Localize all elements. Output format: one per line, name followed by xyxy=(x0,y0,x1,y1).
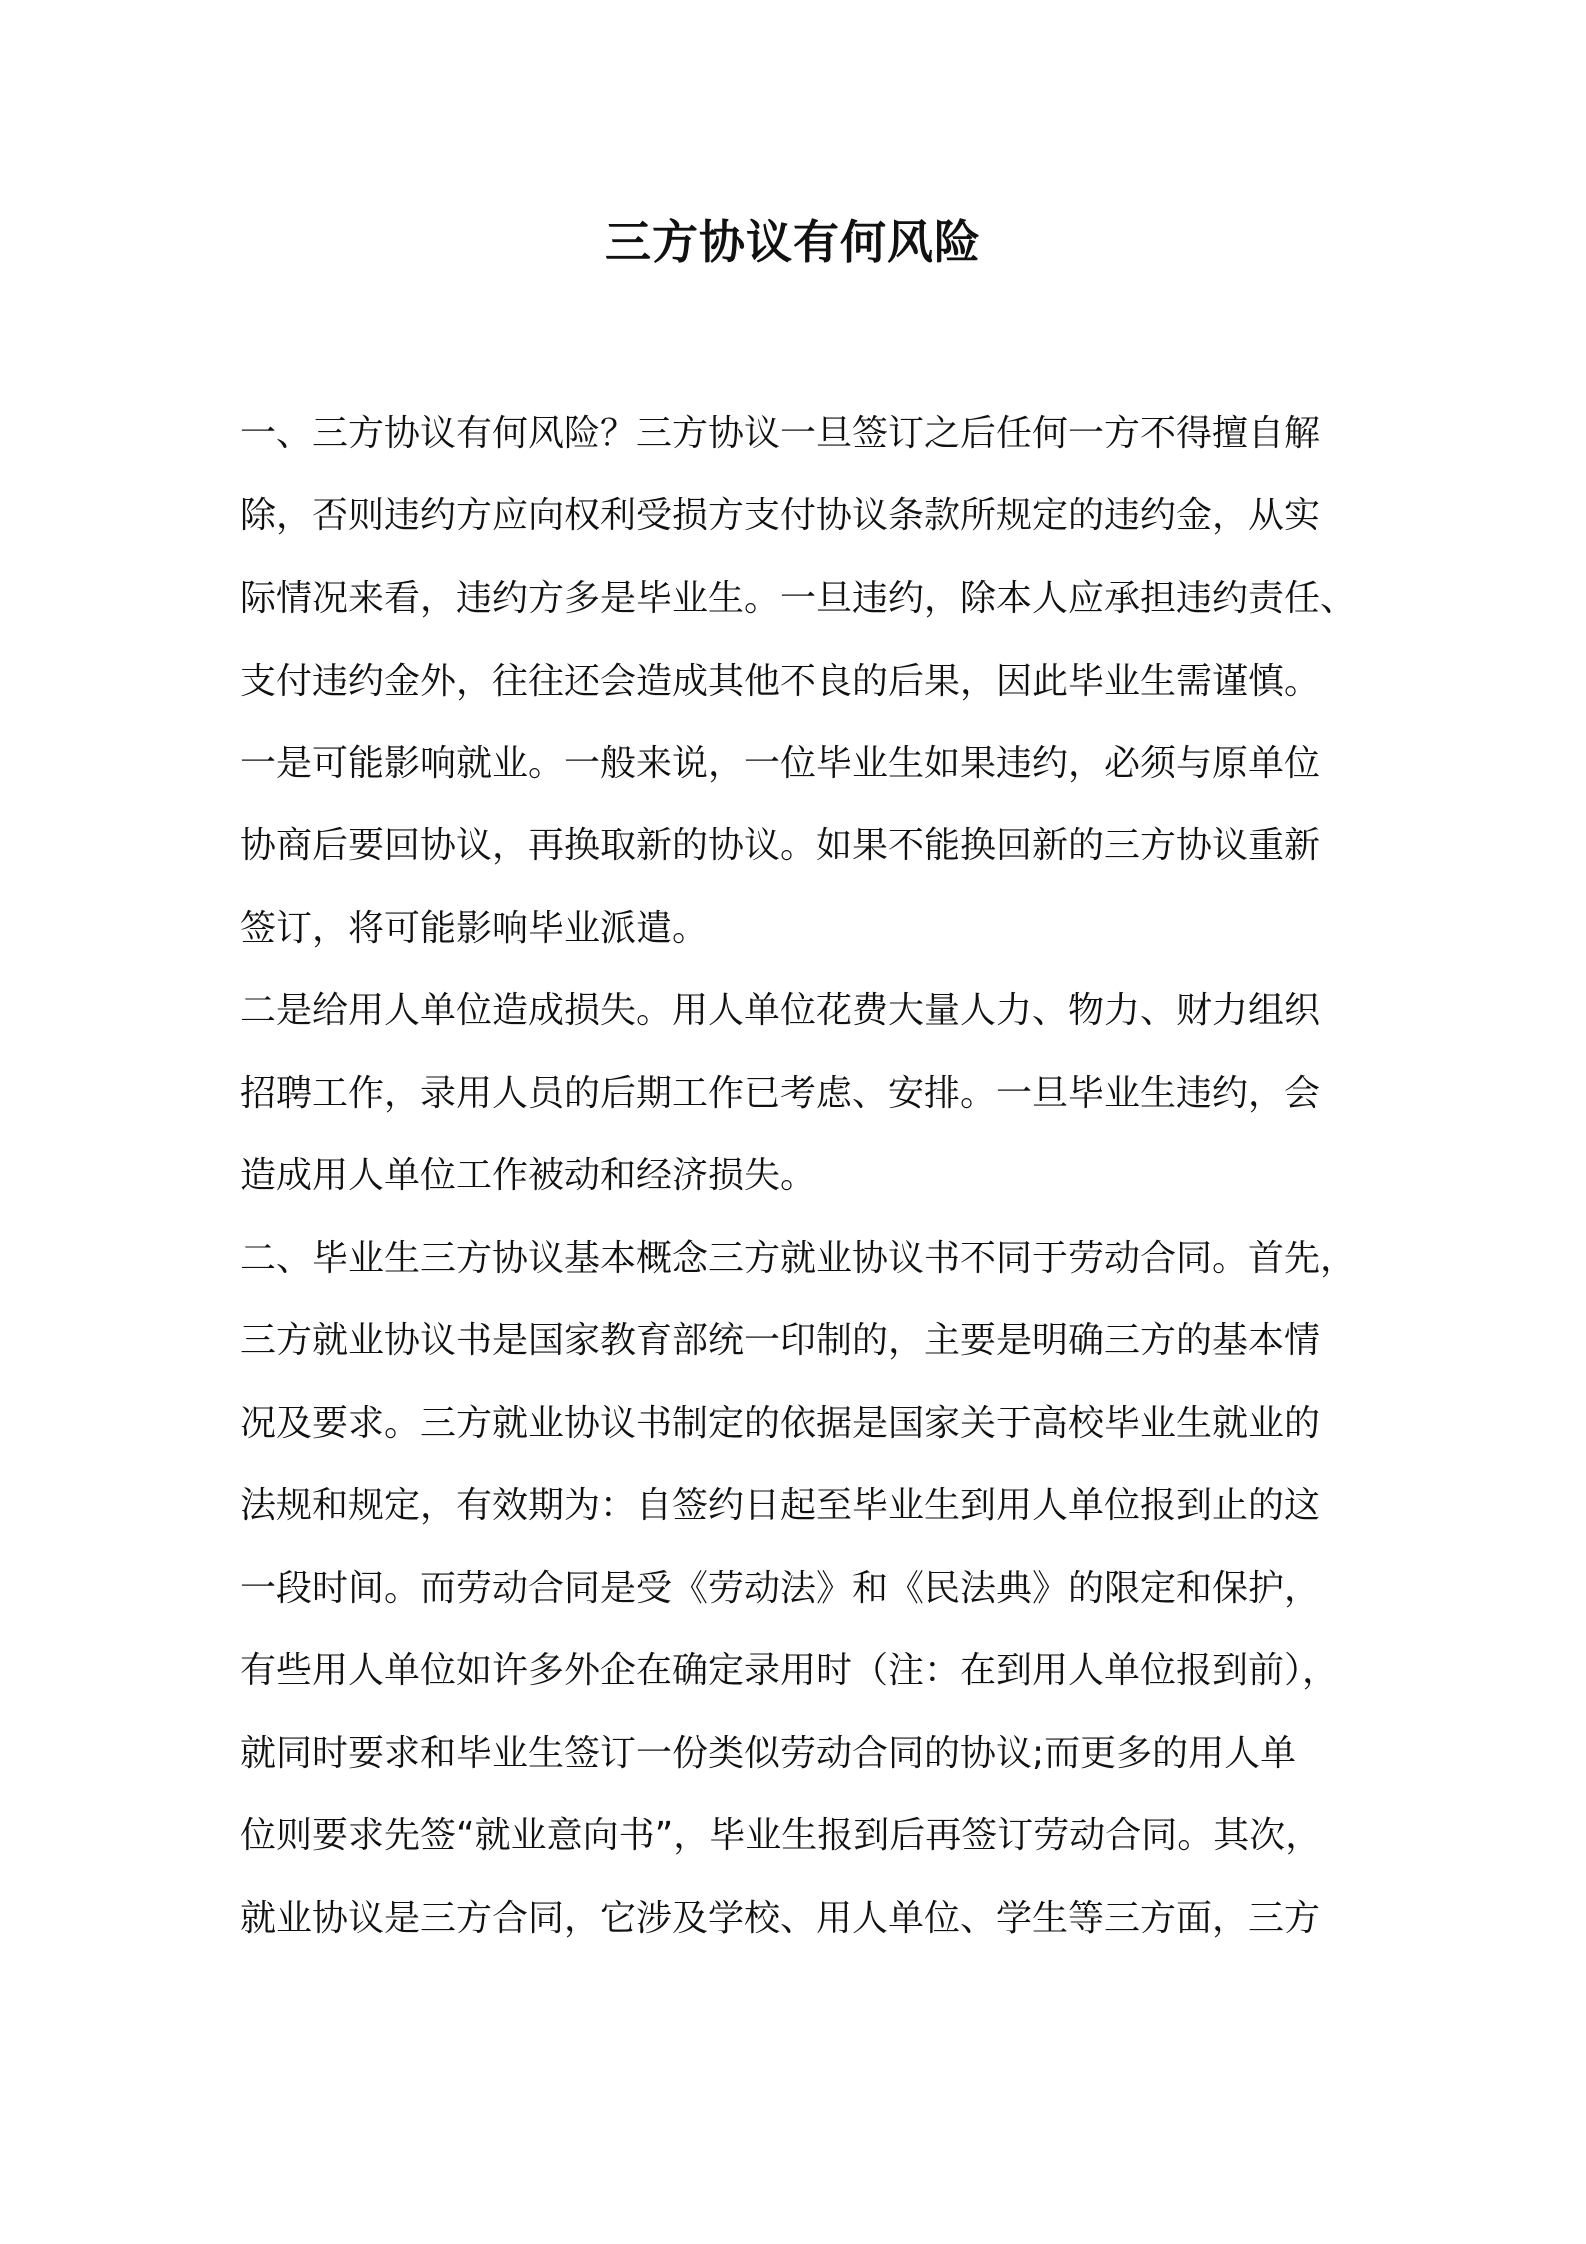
text-line: 就业协议是三方合同，它涉及学校、用人单位、学生等三方面，三方 xyxy=(240,1898,1321,1939)
text-line: 况及要求。三方就业协议书制定的依据是国家关于高校毕业生就业的 xyxy=(240,1403,1321,1444)
text-line: 除，否则违约方应向权利受损方支付协议条款所规定的违约金，从实 xyxy=(240,495,1321,536)
text-line: 招聘工作，录用人员的后期工作已考虑、安排。一旦毕业生违约，会 xyxy=(240,1073,1321,1114)
text-line: 际情况来看，违约方多是毕业生。一旦违约，除本人应承担违约责任、 xyxy=(240,578,1357,619)
text-line: 二、毕业生三方协议基本概念三方就业协议书不同于劳动合同。首先， xyxy=(240,1238,1357,1279)
document-title: 三方协议有何风险 xyxy=(605,215,981,269)
text-line: 有些用人单位如许多外企在确定录用时（注：在到用人单位报到前）， xyxy=(240,1650,1339,1691)
text-line: 协商后要回协议，再换取新的协议。如果不能换回新的三方协议重新 xyxy=(240,825,1321,866)
text-line: 一是可能影响就业。一般来说，一位毕业生如果违约，必须与原单位 xyxy=(240,743,1321,784)
text-line: 一、三方协议有何风险？三方协议一旦签订之后任何一方不得擅自解 xyxy=(240,413,1321,454)
text-line: 签订，将可能影响毕业派遣。 xyxy=(240,908,709,949)
text-line: 位则要求先签“就业意向书”，毕业生报到后再签订劳动合同。其次， xyxy=(240,1815,1322,1856)
text-line: 造成用人单位工作被动和经济损失。 xyxy=(240,1155,817,1196)
text-line: 三方就业协议书是国家教育部统一印制的，主要是明确三方的基本情 xyxy=(240,1320,1321,1361)
text-line: 一段时间。而劳动合同是受《劳动法》和《民法典》的限定和保护， xyxy=(240,1568,1321,1609)
text-line: 就同时要求和毕业生签订一份类似劳动合同的协议;而更多的用人单 xyxy=(240,1733,1297,1774)
text-line: 二是给用人单位造成损失。用人单位花费大量人力、物力、财力组织 xyxy=(240,990,1321,1031)
text-line: 法规和规定，有效期为：自签约日起至毕业生到用人单位报到止的这 xyxy=(240,1485,1321,1526)
text-line: 支付违约金外，往往还会造成其他不良的后果，因此毕业生需谨慎。 xyxy=(240,661,1321,702)
